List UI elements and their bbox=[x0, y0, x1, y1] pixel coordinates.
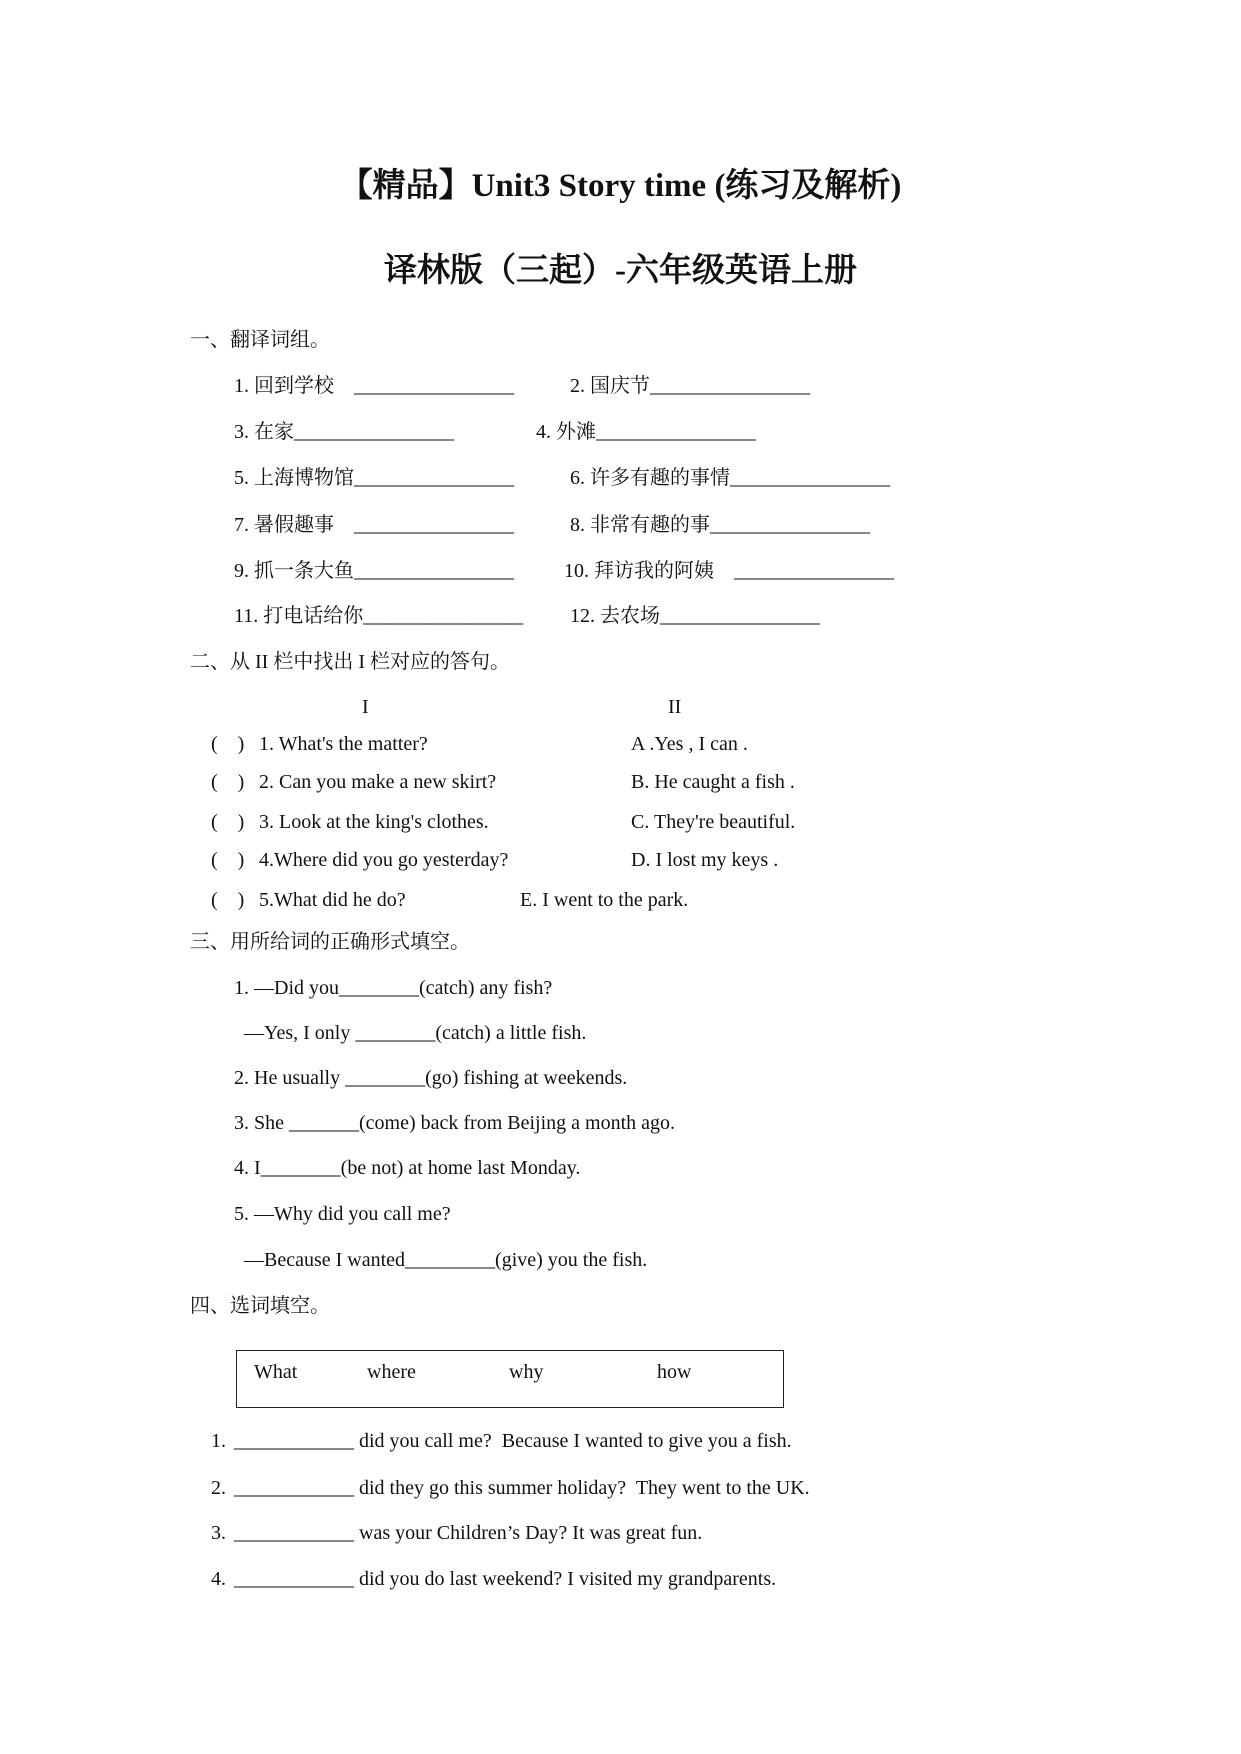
fill-line: —Yes, I only ________(catch) a little fish. bbox=[244, 1022, 587, 1044]
question: 2. Can you make a new skirt? bbox=[259, 771, 497, 793]
section-4-heading: 四、选词填空。 bbox=[190, 1295, 330, 1317]
translate-item: 1. 回到学校 ________________ bbox=[234, 375, 514, 397]
fill-line: 2. He usually ________(go) fishing at weekends. bbox=[234, 1067, 628, 1089]
column-2-label: II bbox=[668, 696, 682, 718]
translate-item: 2. 国庆节________________ bbox=[570, 375, 810, 397]
page-title: 【精品】Unit3 Story time (练习及解析) bbox=[339, 168, 902, 204]
fill-item: ____________ was your Children’s Day? It was great fun. bbox=[234, 1522, 703, 1544]
column-1-label: I bbox=[362, 696, 369, 718]
item-number: 2. bbox=[211, 1477, 226, 1499]
fill-line: —Because I wanted_________(give) you the fish. bbox=[244, 1249, 648, 1271]
item-number: 3. bbox=[211, 1522, 226, 1544]
answer-paren[interactable]: ( ) bbox=[211, 849, 245, 871]
fill-line: 1. —Did you________(catch) any fish? bbox=[234, 977, 553, 999]
translate-item: 11. 打电话给你________________ bbox=[234, 605, 524, 627]
section-3-heading: 三、用所给词的正确形式填空。 bbox=[190, 931, 470, 953]
answer-paren[interactable]: ( ) bbox=[211, 889, 245, 911]
word-bank-word: why bbox=[509, 1361, 544, 1383]
section-2-heading: 二、从 II 栏中找出 I 栏对应的答句。 bbox=[190, 651, 510, 673]
fill-item: ____________ did they go this summer holiday? They went to the UK. bbox=[234, 1477, 810, 1499]
section-1-heading: 一、翻译词组。 bbox=[190, 329, 330, 351]
question: 1. What's the matter? bbox=[259, 733, 428, 755]
item-number: 1. bbox=[211, 1430, 226, 1452]
question: 3. Look at the king's clothes. bbox=[259, 811, 489, 833]
answer-option: E. I went to the park. bbox=[520, 889, 689, 911]
fill-item: ____________ did you call me? Because I wanted to give you a fish. bbox=[234, 1430, 792, 1452]
answer-option: D. I lost my keys . bbox=[631, 849, 779, 871]
translate-item: 12. 去农场________________ bbox=[570, 605, 820, 627]
translate-item: 3. 在家________________ bbox=[234, 421, 454, 443]
word-bank-word: What bbox=[254, 1361, 298, 1383]
translate-item: 8. 非常有趣的事________________ bbox=[570, 514, 870, 536]
question: 5.What did he do? bbox=[259, 889, 406, 911]
translate-item: 4. 外滩________________ bbox=[536, 421, 756, 443]
fill-item: ____________ did you do last weekend? I visited my grandparents. bbox=[234, 1568, 777, 1590]
answer-paren[interactable]: ( ) bbox=[211, 811, 245, 833]
translate-item: 9. 抓一条大鱼________________ bbox=[234, 560, 514, 582]
answer-paren[interactable]: ( ) bbox=[211, 733, 245, 755]
fill-line: 3. She _______(come) back from Beijing a month ago. bbox=[234, 1112, 676, 1134]
page-subtitle: 译林版（三起）-六年级英语上册 bbox=[384, 253, 857, 289]
answer-paren[interactable]: ( ) bbox=[211, 771, 245, 793]
word-bank-word: how bbox=[657, 1361, 692, 1383]
fill-line: 5. —Why did you call me? bbox=[234, 1203, 451, 1225]
translate-item: 5. 上海博物馆________________ bbox=[234, 467, 514, 489]
word-bank-word: where bbox=[367, 1361, 416, 1383]
translate-item: 10. 拜访我的阿姨 ________________ bbox=[564, 560, 894, 582]
answer-option: A .Yes , I can . bbox=[631, 733, 748, 755]
answer-option: B. He caught a fish . bbox=[631, 771, 795, 793]
question: 4.Where did you go yesterday? bbox=[259, 849, 509, 871]
fill-line: 4. I________(be not) at home last Monday. bbox=[234, 1157, 581, 1179]
item-number: 4. bbox=[211, 1568, 226, 1590]
answer-option: C. They're beautiful. bbox=[631, 811, 796, 833]
translate-item: 6. 许多有趣的事情________________ bbox=[570, 467, 890, 489]
translate-item: 7. 暑假趣事 ________________ bbox=[234, 514, 514, 536]
